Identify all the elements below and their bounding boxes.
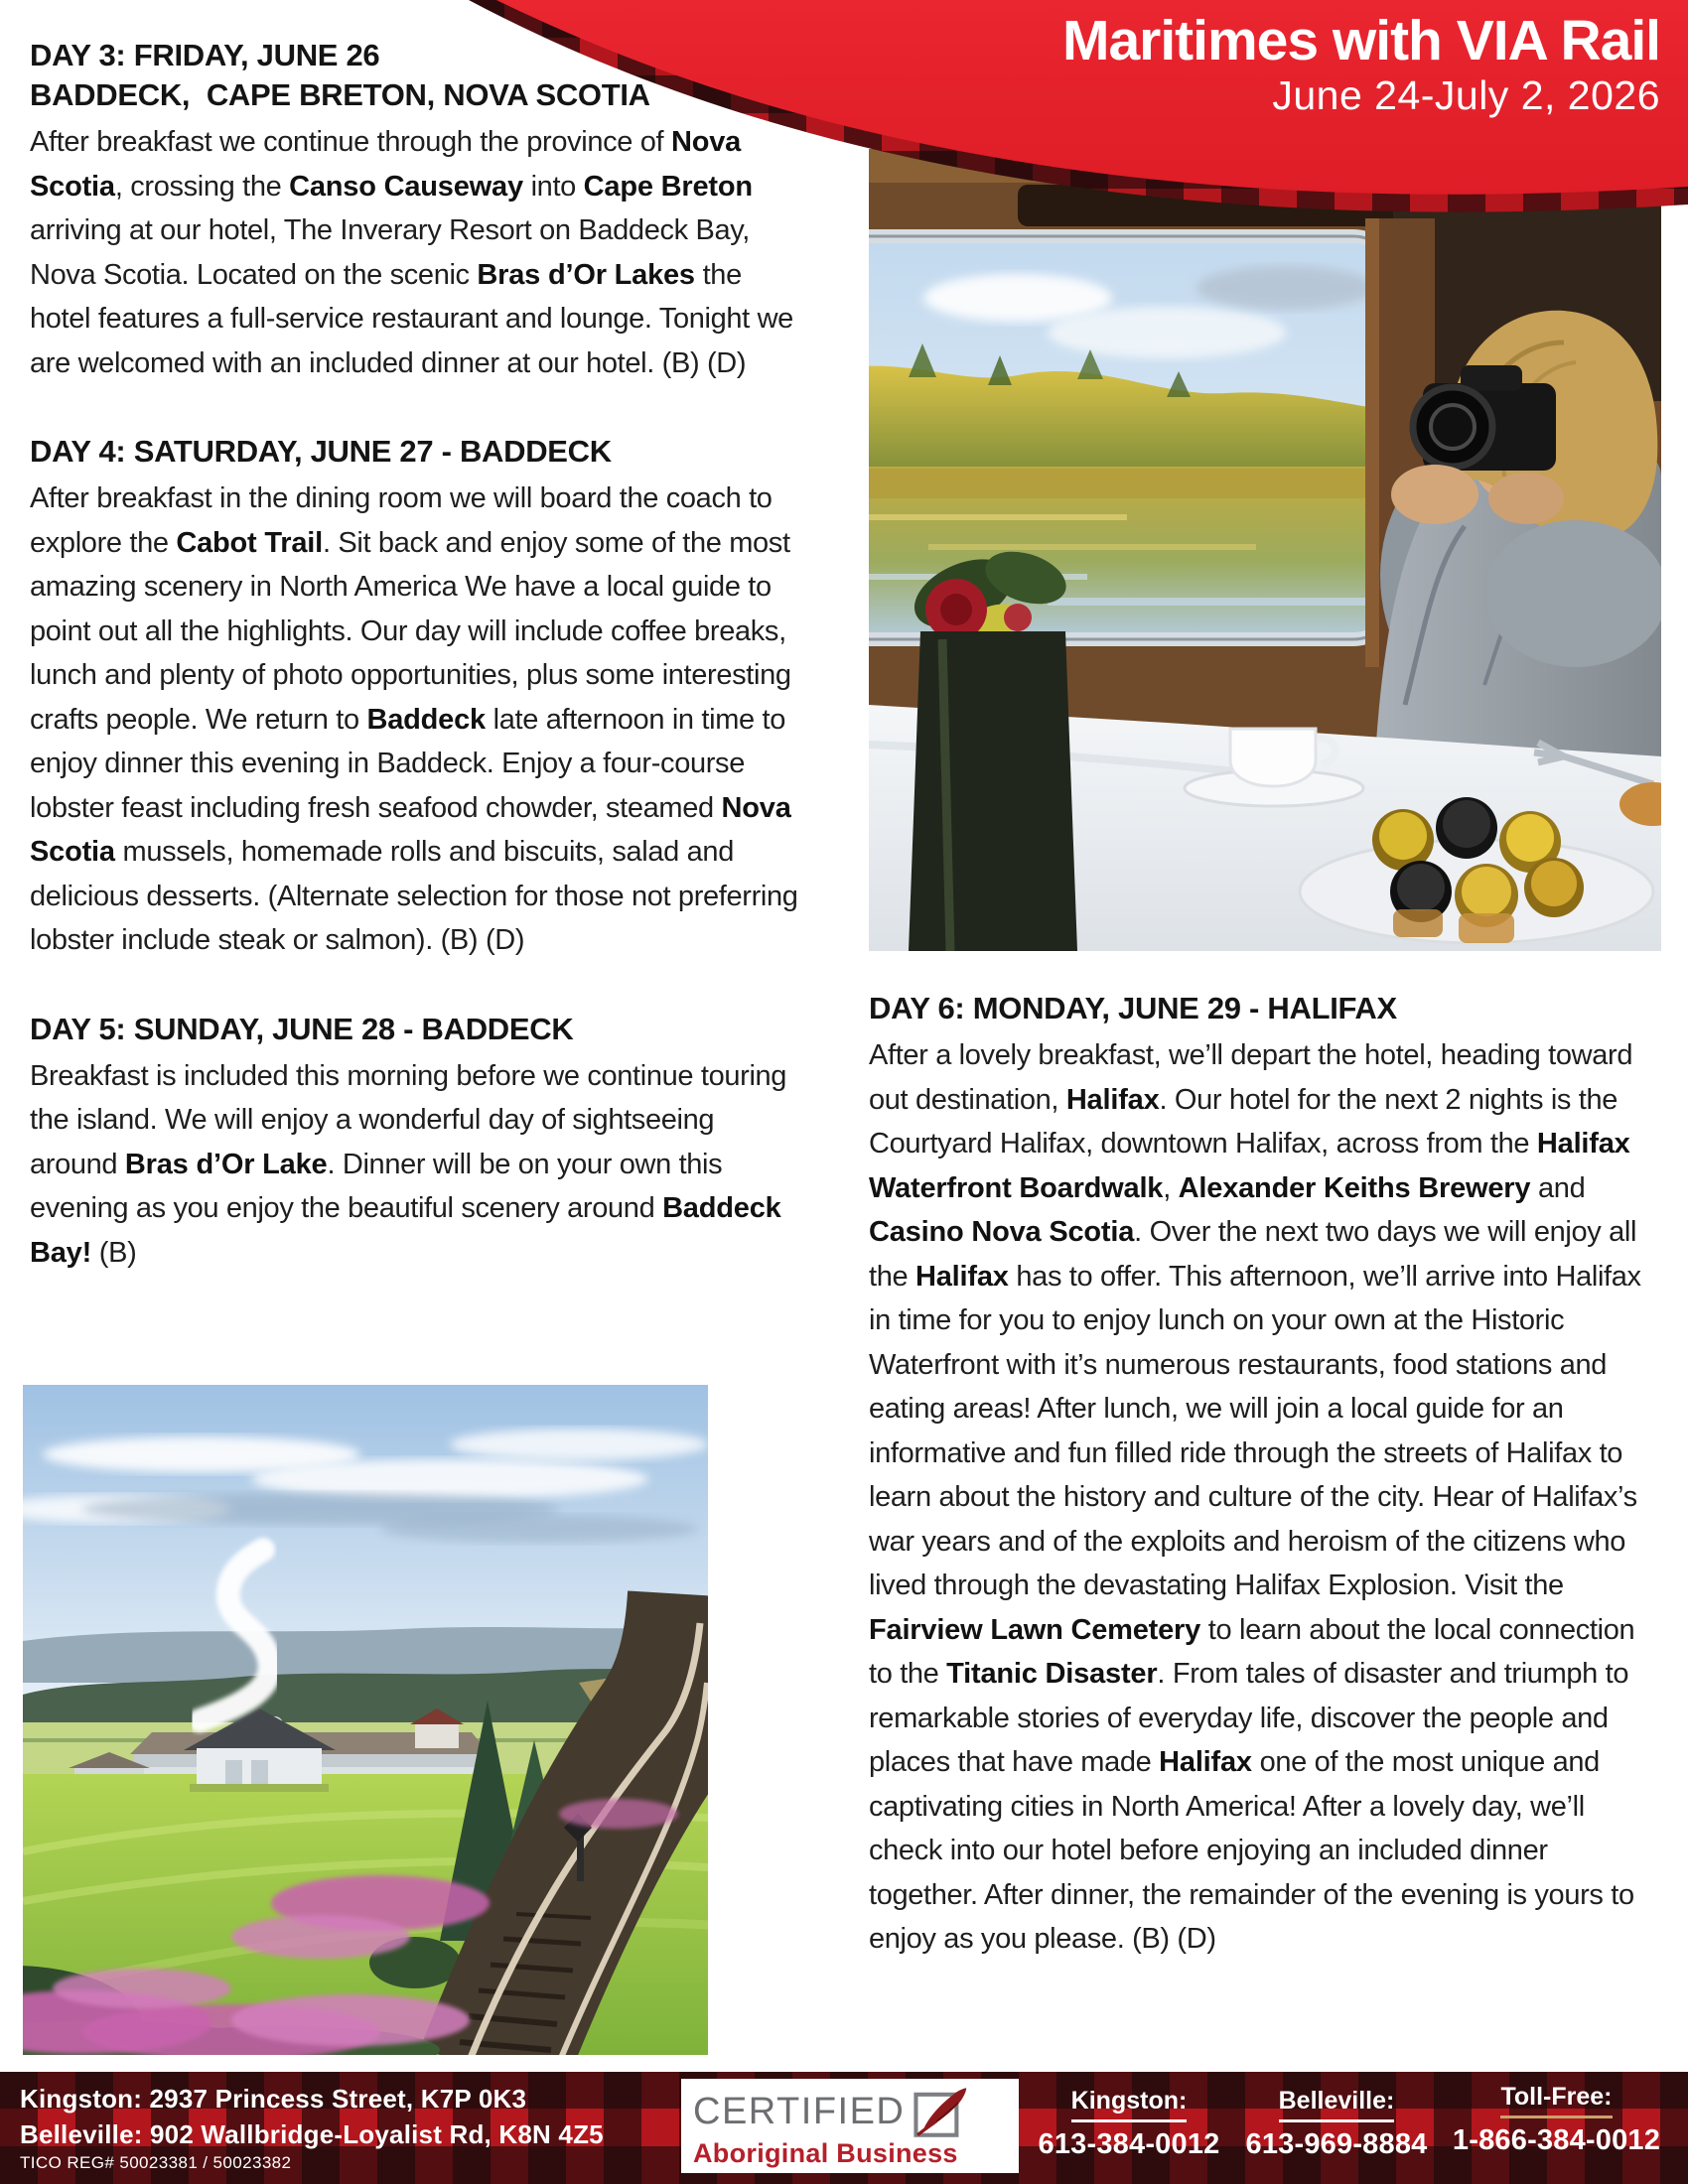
day6-heading: DAY 6: MONDAY, JUNE 29 - HALIFAX [869, 991, 1397, 1025]
certified-label: CERTIFIED [693, 2090, 906, 2132]
day6-paragraph: After a lovely breakfast, we’ll depart the hotel, heading toward out destination, Halifax. Our hotel for the next 2 nights is the Courtyard Halifax, downtown Halifax, across from the Halifax Waterfront Boardwalk, Alexander Keiths Brewery and Casino Nova Scotia. Over the next two days we will enjoy all the Halifax has to offer. This afternoon, we’ll arrive into Halifax in time for you to enjoy lunch on your own at the Historic Waterfront with it’s numerous restaurants, food stations and eating areas! After lunch, we will join a local guide for an informative and fun filled ride through the streets of Halifax to learn about the history and culture of the city. Hear of Halifax’s war years and of the exploits and heroism of the citizens who lived through the devastating Halifax Explosion. Visit the Fairview Lawn Cemetery to learn about the local connection to the Titanic Disaster. From tales of disaster and triumph to remarkable stories of everyday life, discover the people and places that have made Halifax one of the most unique and captivating cities in North America! After a lovely day, we’ll check into our hotel before enjoying an included dinner together. After dinner, the remainder of the evening is yours to enjoy as you please. (B) (D) [869, 1039, 1641, 1955]
day4-heading: DAY 4: SATURDAY, JUNE 27 - BADDECK [30, 434, 612, 469]
day3-heading-line2: BADDECK, CAPE BRETON, NOVA SCOTIA [30, 77, 650, 112]
footer-addresses [20, 2081, 604, 2152]
phone-belleville-label: Belleville: [1279, 2087, 1395, 2122]
right-column [869, 989, 1661, 1962]
phone-belleville-number: 613-969-8884 [1245, 2128, 1428, 2160]
title-banner [467, 0, 1688, 268]
train-window-photo [869, 149, 1661, 951]
day3-paragraph: After breakfast we continue through the province of Nova Scotia, crossing the Canso Causeway into Cape Breton arriving at our hotel, The Inverary Resort on Baddeck Bay, Nova Scotia. Located on the scenic Bras d’Or Lakes the hotel features a full-service restaurant and lounge. Tonight we are welcomed with an included dinner at our hotel. (B) (D) [30, 126, 793, 379]
day4-paragraph: After breakfast in the dining room we will board the coach to explore the Cabot Trail. Sit back and enjoy some of the most amazing scenery in North America We have a local guide to point out all the highlights. Our day will include coffee breaks, lunch and plenty of photo opportunities, plus some interesting crafts people. We return to Baddeck late afternoon in time to enjoy dinner this evening in Baddeck. Enjoy a four-course lobster feast including fresh seafood chowder, steamed Nova Scotia mussels, homemade rolls and biscuits, salad and delicious desserts. (Alternate selection for those not preferring lobster include steak or salmon). (B) (D) [30, 482, 798, 956]
countryside-railway-photo [23, 1385, 708, 2055]
footer-address-kingston: Kingston: 2937 Princess Street, K7P 0K3 [20, 2084, 527, 2114]
phone-kingston-label: Kingston: [1071, 2087, 1188, 2122]
aboriginal-business-label: Aboriginal Business [693, 2137, 958, 2168]
phone-kingston [1025, 2087, 1233, 2161]
day3-heading-line1: DAY 3: FRIDAY, JUNE 26 [30, 38, 380, 72]
phone-belleville [1231, 2087, 1442, 2161]
certified-aboriginal-business-badge [681, 2079, 1019, 2173]
phone-kingston-number: 613-384-0012 [1038, 2128, 1220, 2160]
page-subtitle: June 24-July 2, 2026 [1272, 72, 1660, 118]
tico-registration: TICO REG# 50023381 / 50023382 [20, 2153, 292, 2172]
phone-toll-free-number: 1-866-384-0012 [1452, 2124, 1661, 2156]
footer-address-belleville: Belleville: 902 Wallbridge-Loyalist Rd, K8N 4Z5 [20, 2119, 604, 2149]
day5-heading: DAY 5: SUNDAY, JUNE 28 - BADDECK [30, 1011, 574, 1046]
phone-toll-free-label: Toll-Free: [1500, 2083, 1612, 2118]
train-photo-scene [869, 149, 1661, 951]
day5-paragraph: Breakfast is included this morning before we continue touring the island. We will enjoy a wonderful day of sightseeing around Bras d’Or Lake. Dinner will be on your own this evening as you enjoy the beautiful scenery around Baddeck Bay! (B) [30, 1059, 787, 1269]
page-title: Maritimes with VIA Rail [1061, 9, 1660, 72]
feather-icon [911, 2085, 970, 2138]
phone-toll-free [1435, 2083, 1678, 2157]
landscape-photo-scene [23, 1385, 708, 2055]
